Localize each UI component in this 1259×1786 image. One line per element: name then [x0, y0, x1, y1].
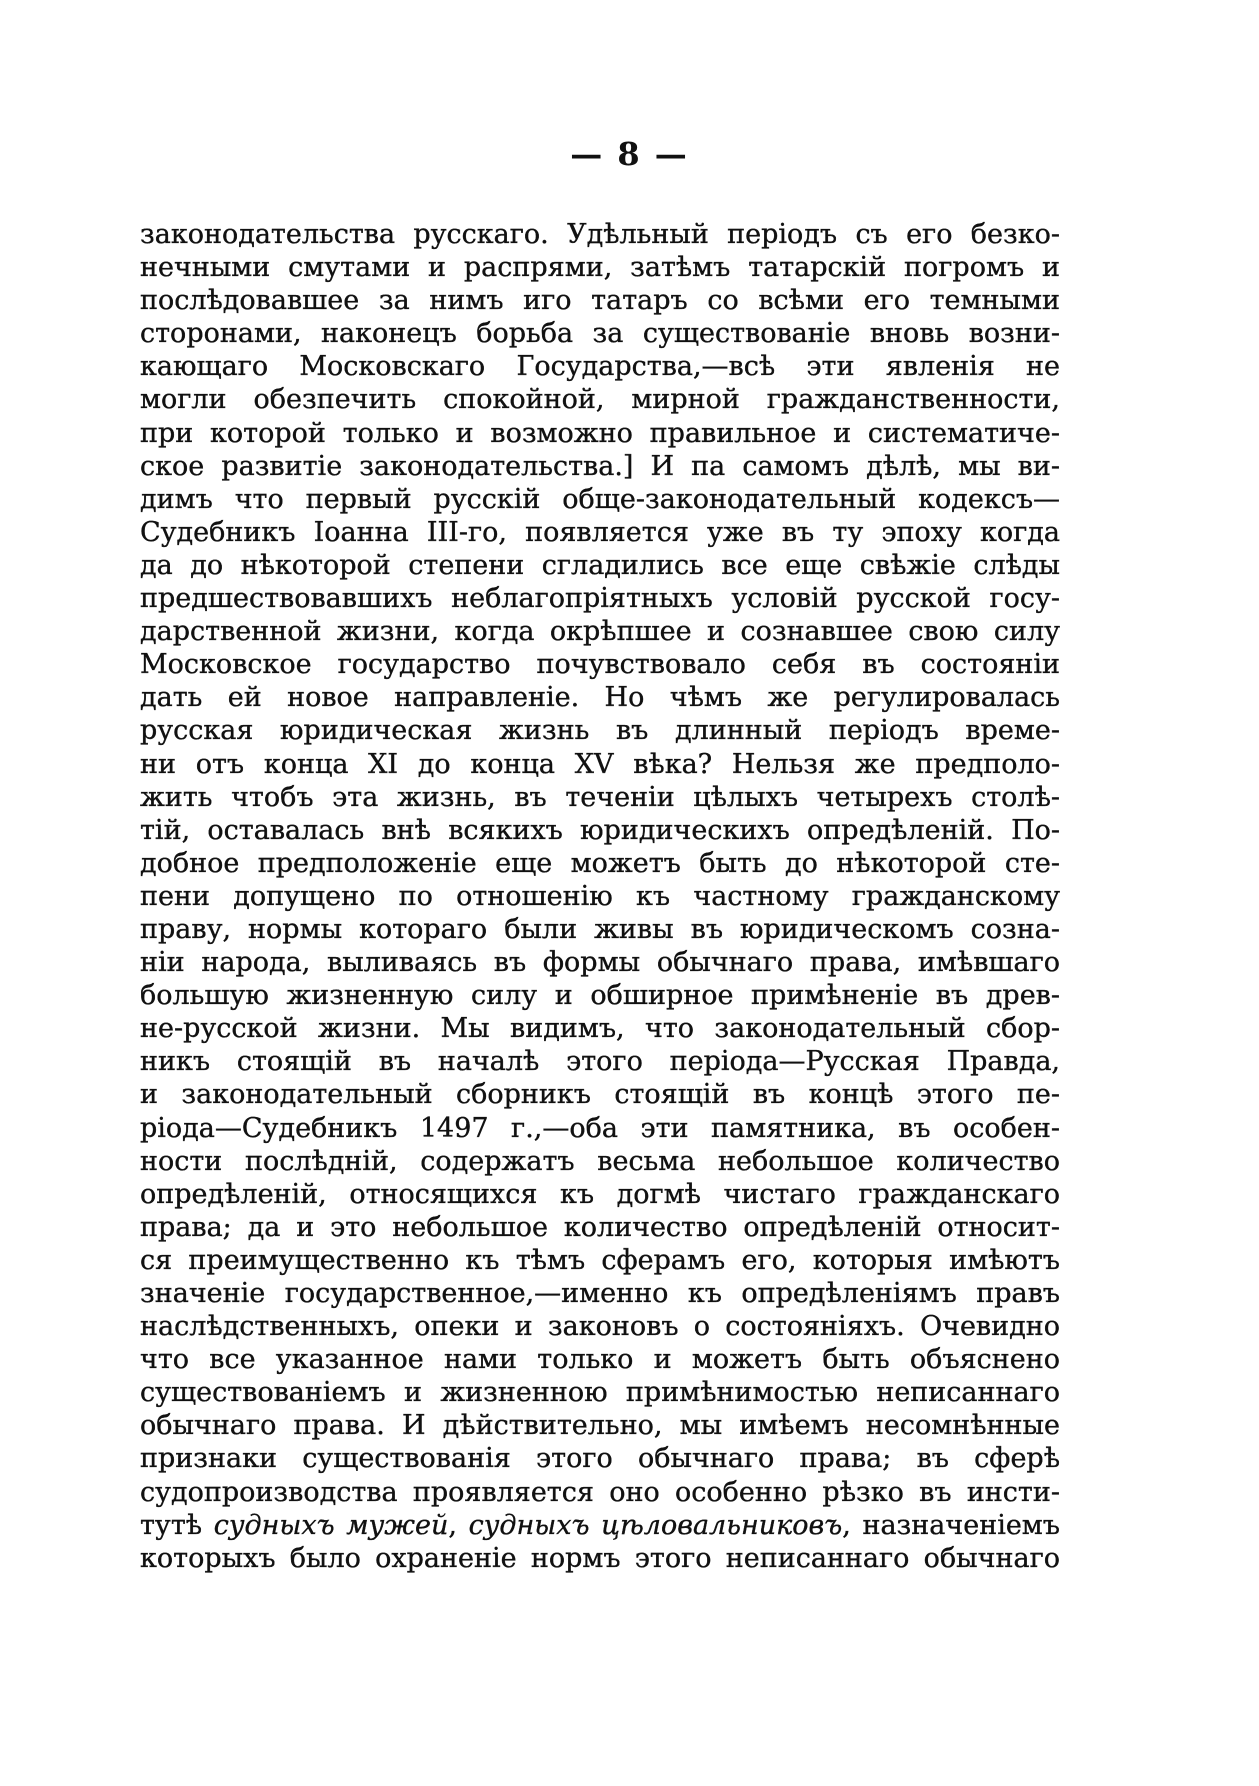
italic-term: судныхъ мужей [213, 1509, 449, 1541]
text-line: законодательства русскаго. Удѣльный періодъ съ его безко- [140, 219, 1060, 250]
text-line: ское развитіе законодательства.] И па самомъ дѣлѣ, мы ви- [140, 450, 1060, 482]
text-line: ся преимущественно къ тѣмъ сферамъ его, которыя имѣютъ [140, 1244, 1060, 1276]
text-line: судопроизводства проявляется оно особенно рѣзко въ инсти- [140, 1476, 1060, 1508]
text-line: что все указанное нами только и можетъ быть объяснено [140, 1344, 1060, 1376]
text-line: послѣдовавшее за нимъ иго татаръ со всѣми его темными [140, 285, 1060, 317]
text-line: не-русской жизни. Мы видимъ, что законодательный сбор- [140, 1013, 1060, 1045]
text-line: добное предположеніе еще можетъ быть до нѣкоторой сте- [140, 847, 1060, 879]
text-line: праву, нормы котораго были живы въ юридическомъ созна- [140, 913, 1060, 945]
text-line: наслѣдственныхъ, опеки и законовъ о состояніяхъ. Очевидно [140, 1311, 1060, 1343]
text-line: сторонами, наконецъ борьба за существованіе вновь возни- [140, 318, 1060, 350]
text-line: кающаго Московскаго Государства,—всѣ эти явленія не [140, 351, 1060, 383]
text-line: существованіемъ и жизненною примѣнимостью неписаннаго [140, 1377, 1060, 1409]
text-line: значеніе государственное,—именно къ опредѣленіямъ правъ [140, 1278, 1060, 1309]
page-number: — 8 — [570, 135, 689, 173]
text-line: права; да и это небольшое количество опредѣленій относит- [140, 1211, 1060, 1243]
body-text [140, 218, 1060, 1575]
text-line: нечными смутами и распрями, затѣмъ татарскій погромъ и [140, 252, 1060, 284]
text-line: ніи народа, выливаясь въ формы обычнаго права, имѣвшаго [140, 947, 1060, 979]
text-line: жить чтобъ эта жизнь, въ теченіи цѣлыхъ четырехъ столѣ- [140, 781, 1060, 813]
text-line: дать ей новое направленіе. Но чѣмъ же регулировалась [140, 682, 1060, 714]
text-line: которыхъ было охраненіе нормъ этого неписаннаго обычнаго [140, 1542, 1060, 1574]
text-line: никъ стоящій въ началѣ этого періода—Русская Правда, [140, 1046, 1060, 1078]
text-line: и законодательный сборникъ стоящій въ концѣ этого пе- [140, 1079, 1060, 1111]
text-fragment: , [448, 1509, 469, 1541]
text-line: русская юридическая жизнь въ длинный періодъ време- [140, 715, 1060, 747]
text-line: ріода—Судебникъ 1497 г.,—оба эти памятника, въ особен- [140, 1112, 1060, 1144]
text-line: да до нѣкоторой степени сгладились все еще свѣжіе слѣды [140, 549, 1060, 581]
text-line-with-italics [140, 1509, 1060, 1542]
text-line: большую жизненную силу и обширное примѣненіе въ древ- [140, 980, 1060, 1012]
text-line: Московское государство почувствовало себя въ состояніи [140, 649, 1060, 681]
text-fragment: , назначеніемъ [842, 1509, 1060, 1541]
text-line: ни отъ конца XI до конца XV вѣка? Нельзя же предполо- [140, 748, 1060, 780]
text-line: тій, оставалась внѣ всякихъ юридическихъ опредѣленій. По- [140, 814, 1060, 846]
text-line: при которой только и возможно правильное и систематиче- [140, 417, 1060, 449]
text-line: предшествовавшихъ неблагопріятныхъ условій русской госу- [140, 583, 1060, 615]
text-line: могли обезпечить спокойной, мирной гражданственности, [140, 384, 1060, 416]
text-line: Судебникъ Іоанна III-го, появляется уже въ ту эпоху когда [140, 516, 1060, 548]
text-line: пени допущено по отношенію къ частному гражданскому [140, 880, 1060, 912]
text-line: обычнаго права. И дѣйствительно, мы имѣемъ несомнѣнные [140, 1410, 1060, 1442]
text-line: димъ что первый русскій обще-законодательный кодексъ— [140, 483, 1060, 515]
italic-term: судныхъ цѣловальниковъ [468, 1509, 843, 1541]
text-line: ности послѣдній, содержатъ весьма небольшое количество [140, 1145, 1060, 1177]
text-line: признаки существованія этого обычнаго права; въ сферѣ [140, 1443, 1060, 1475]
text-line: дарственной жизни, когда окрѣпшее и сознавшее свою силу [140, 616, 1060, 648]
text-fragment: тутѣ [140, 1509, 214, 1541]
text-line: опредѣленій, относящихся къ догмѣ чистаго гражданскаго [140, 1178, 1060, 1210]
